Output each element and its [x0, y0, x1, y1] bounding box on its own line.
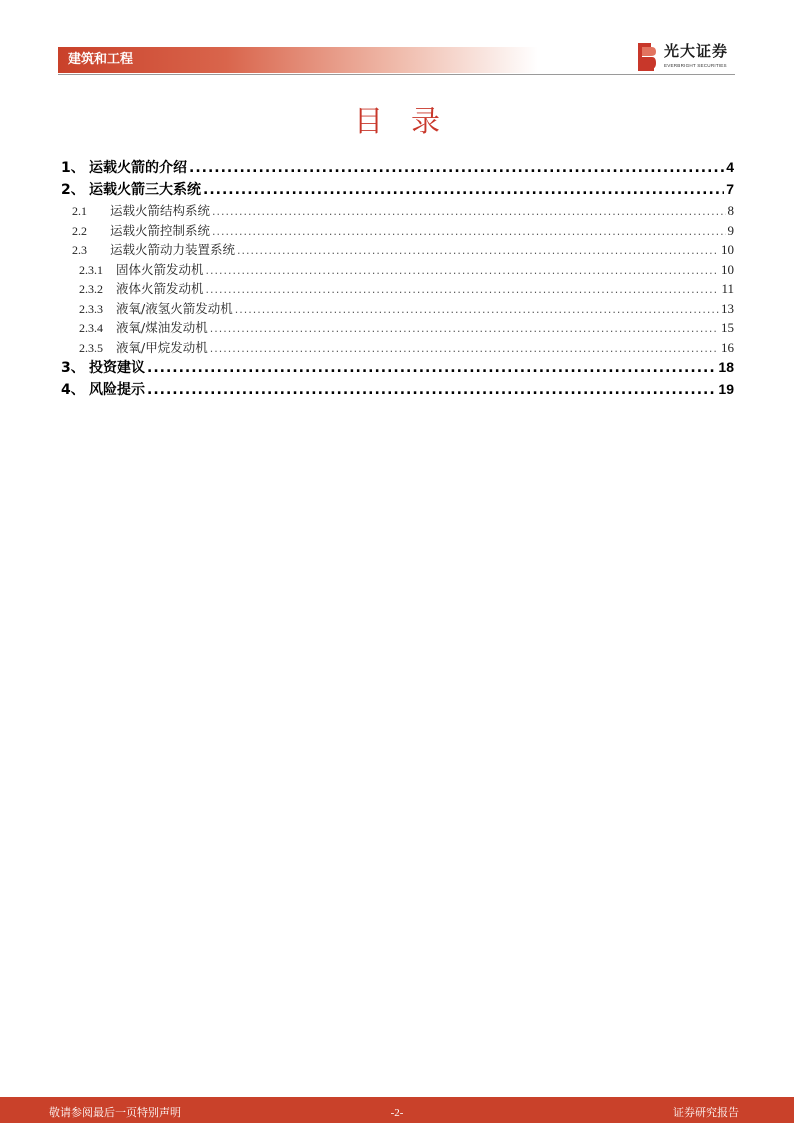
toc-entry-12[interactable]	[58, 379, 734, 401]
toc-entry-page: 10	[721, 261, 734, 277]
toc-entry-3[interactable]	[58, 201, 734, 221]
toc-entry-title: 液氧/甲烷发动机	[116, 339, 208, 355]
toc-entry-title: 运载火箭动力装置系统	[110, 242, 236, 257]
toc-dot-leader	[235, 301, 719, 316]
toc-entry-4[interactable]	[58, 221, 734, 241]
toc-entry-page: 15	[721, 320, 734, 335]
toc-entry-number: 2、	[61, 182, 85, 198]
toc-entry-number: 1、	[61, 160, 85, 176]
toc-entry-number: 2.2	[72, 223, 87, 238]
toc-dot-leader	[210, 320, 719, 335]
everbright-logo-icon	[637, 42, 657, 72]
logo-name-cn: 光大证券	[664, 42, 729, 60]
toc-entry-number: 4、	[61, 382, 85, 398]
header-divider	[58, 74, 735, 75]
toc-entry-title: 固体火箭发动机	[116, 261, 204, 277]
table-of-contents	[58, 157, 734, 401]
toc-entry-number: 2.3.2	[79, 282, 103, 296]
toc-entry-1[interactable]	[58, 157, 734, 179]
toc-entry-page: 11	[721, 281, 734, 296]
toc-entry-5[interactable]	[58, 240, 734, 260]
toc-dot-leader	[210, 340, 719, 355]
toc-entry-page: 16	[721, 339, 734, 355]
toc-entry-number: 2.3	[72, 243, 87, 257]
toc-entry-9[interactable]	[58, 318, 734, 338]
toc-entry-title: 液体火箭发动机	[116, 281, 204, 296]
toc-entry-11[interactable]	[58, 357, 734, 379]
footer-report-type: 证券研究报告	[673, 1106, 739, 1119]
toc-entry-title: 液氧/液氢火箭发动机	[116, 300, 233, 316]
footer-page-number: -2-	[390, 1107, 404, 1119]
toc-entry-number: 2.3.1	[79, 262, 103, 277]
toc-entry-number: 2.3.4	[79, 321, 103, 335]
everbright-logo	[637, 42, 737, 72]
toc-entry-title: 运载火箭控制系统	[110, 222, 211, 238]
toc-entry-6[interactable]	[58, 260, 734, 280]
toc-entry-page: 19	[718, 381, 734, 397]
toc-dot-leader	[147, 382, 716, 398]
toc-entry-page: 18	[718, 359, 734, 375]
toc-dot-leader	[237, 242, 719, 257]
toc-dot-leader	[206, 281, 720, 296]
header-section-label: 建筑和工程	[68, 52, 134, 67]
toc-entry-number: 2.3.3	[79, 301, 103, 316]
toc-entry-page: 7	[726, 181, 734, 197]
toc-entry-page: 13	[721, 300, 734, 316]
toc-entry-2[interactable]	[58, 179, 734, 201]
toc-dot-leader	[203, 182, 724, 198]
toc-entry-number: 3、	[61, 360, 85, 376]
toc-entry-10[interactable]	[58, 338, 734, 358]
toc-entry-8[interactable]	[58, 299, 734, 319]
toc-entry-title: 风险提示	[89, 382, 145, 398]
toc-entry-page: 10	[721, 242, 734, 257]
toc-entry-title: 运载火箭的介绍	[89, 160, 187, 176]
toc-entry-title: 投资建议	[89, 360, 145, 376]
toc-entry-page: 8	[727, 203, 734, 218]
logo-name-en: EVERBRIGHT SECURITIES	[664, 63, 727, 68]
toc-title: 目录	[353, 104, 468, 138]
toc-entry-page: 9	[727, 222, 734, 238]
toc-dot-leader	[189, 160, 724, 176]
footer-disclaimer: 敬请参阅最后一页特别声明	[49, 1106, 181, 1119]
toc-entry-number: 2.3.5	[79, 340, 103, 355]
toc-dot-leader	[147, 360, 716, 376]
toc-entry-title: 运载火箭三大系统	[89, 182, 201, 198]
toc-dot-leader	[206, 262, 719, 277]
toc-entry-title: 液氧/煤油发动机	[116, 320, 208, 335]
toc-dot-leader	[212, 203, 725, 218]
toc-dot-leader	[212, 223, 725, 238]
toc-entry-7[interactable]	[58, 279, 734, 299]
toc-entry-page: 4	[726, 159, 734, 175]
toc-entry-number: 2.1	[72, 204, 87, 218]
toc-entry-title: 运载火箭结构系统	[110, 203, 211, 218]
